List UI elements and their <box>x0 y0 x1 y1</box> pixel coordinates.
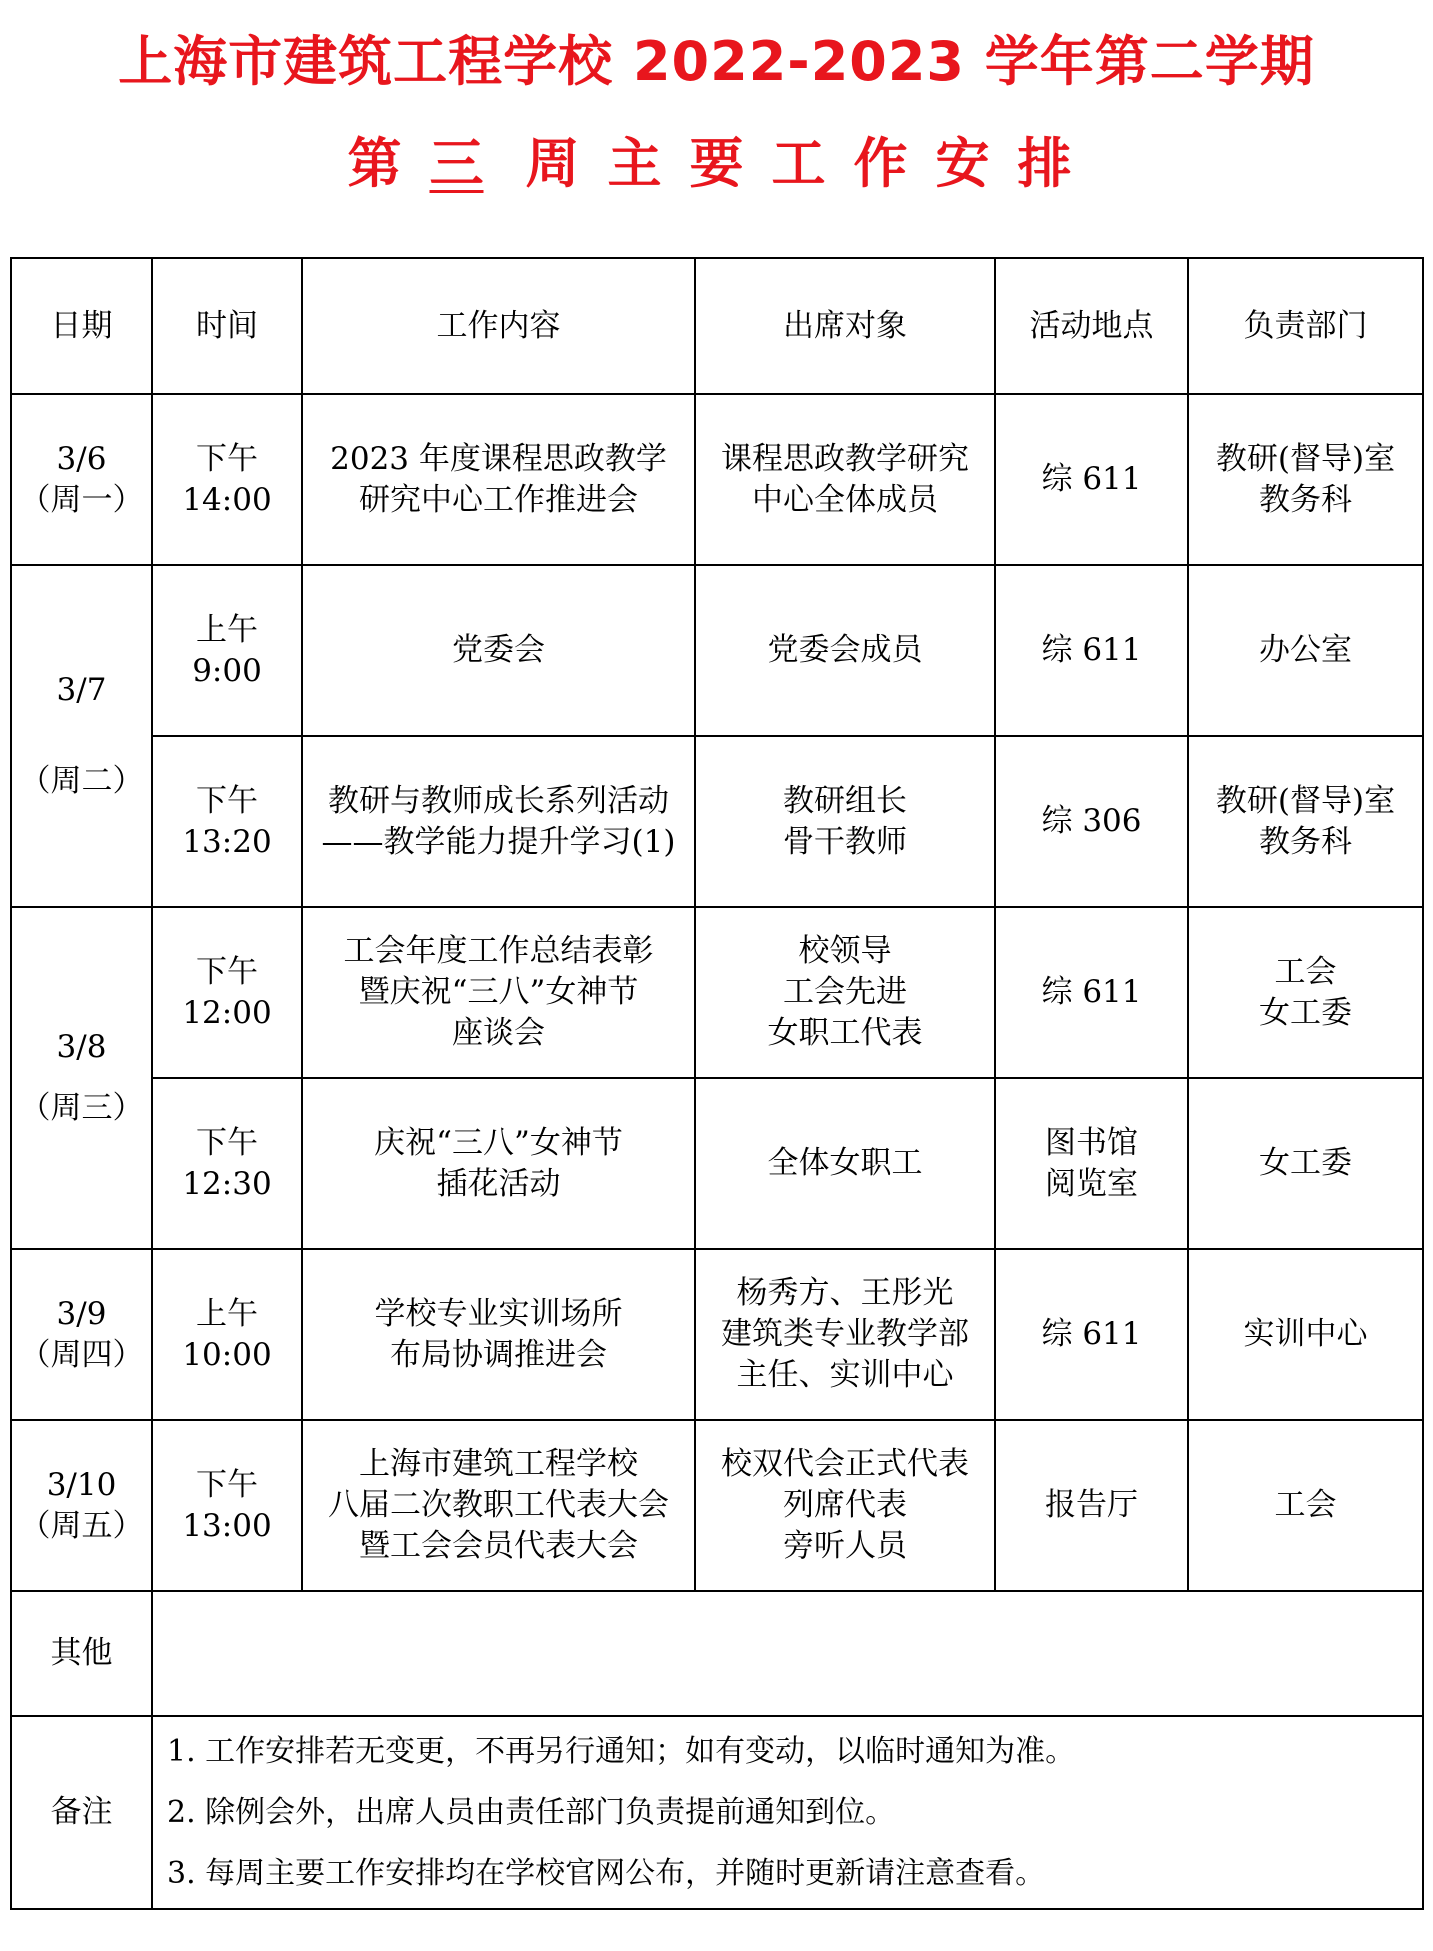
time-clock: 13:00 <box>182 1507 272 1544</box>
location-line: 图书馆 <box>1045 1124 1138 1161</box>
time-clock: 14:00 <box>182 481 272 518</box>
time-cell <box>152 907 302 1078</box>
time-period: 上午 <box>196 1295 258 1332</box>
remarks-label: 备注 <box>11 1716 152 1909</box>
weekday-text: （周五） <box>19 1507 144 1544</box>
header-content: 工作内容 <box>302 258 695 394</box>
other-value <box>152 1591 1423 1716</box>
time-period: 下午 <box>196 1466 258 1503</box>
content-cell <box>302 394 695 565</box>
remark-item: 2. 除例会外，出席人员由责任部门负责提前通知到位。 <box>167 1795 896 1830</box>
attendees-cell <box>695 1420 995 1591</box>
subtitle-word: 排 <box>1017 132 1072 195</box>
subtitle-word: 安 <box>935 132 990 195</box>
attendees-line: 杨秀方、王彤光 <box>736 1275 954 1311</box>
content-line: 庆祝“三八”女神节 <box>374 1124 623 1161</box>
content-cell: 党委会 <box>302 565 695 736</box>
time-clock: 12:30 <box>182 1165 272 1202</box>
table-row <box>11 1249 1423 1420</box>
table-row <box>11 1420 1423 1591</box>
date-cell <box>11 394 152 565</box>
time-clock: 12:00 <box>182 994 272 1031</box>
department-cell <box>1188 736 1423 907</box>
location-cell: 报告厅 <box>995 1420 1188 1591</box>
subtitle-word: 作 <box>853 132 908 195</box>
date-text: 3/6 <box>56 440 107 477</box>
content-cell <box>302 1249 695 1420</box>
other-label: 其他 <box>11 1591 152 1716</box>
department-cell: 办公室 <box>1188 565 1423 736</box>
subtitle-word: 主 <box>607 132 662 195</box>
attendees-line: 女职工代表 <box>767 1015 923 1051</box>
subtitle-prefix: 第 <box>347 132 402 195</box>
attendees-line: 主任、实训中心 <box>736 1357 954 1393</box>
header-date: 日期 <box>11 258 152 394</box>
time-period: 下午 <box>196 1124 258 1161</box>
attendees-line: 教研组长 <box>783 782 907 819</box>
header-department: 负责部门 <box>1188 258 1423 394</box>
weekday-text: （周一） <box>19 481 144 518</box>
department-cell <box>1188 394 1423 565</box>
attendees-cell <box>695 736 995 907</box>
content-line: 布局协调推进会 <box>390 1336 607 1373</box>
department-line: 教研(督导)室 <box>1215 782 1396 819</box>
content-cell <box>302 1420 695 1591</box>
header-attendees: 出席对象 <box>695 258 995 394</box>
subtitle-word: 工 <box>771 132 826 195</box>
location-cell <box>995 1078 1188 1249</box>
attendees-line: 旁听人员 <box>783 1528 907 1564</box>
remarks-list <box>152 1716 1423 1909</box>
attendees-cell <box>695 907 995 1078</box>
department-cell: 女工委 <box>1188 1078 1423 1249</box>
content-cell <box>302 1078 695 1249</box>
location-cell: 综 611 <box>995 907 1188 1078</box>
attendees-line: 列席代表 <box>783 1487 907 1523</box>
time-period: 下午 <box>196 953 258 990</box>
location-line: 阅览室 <box>1045 1165 1138 1202</box>
location-cell: 综 611 <box>995 565 1188 736</box>
department-line: 女工委 <box>1259 994 1352 1031</box>
subtitle-word: 周 <box>525 132 580 195</box>
attendees-line: 课程思政教学研究 <box>721 440 969 477</box>
date-cell <box>11 565 152 907</box>
page-title: 上海市建筑工程学校 2022-2023 学年第二学期 <box>118 30 1315 93</box>
date-cell <box>11 907 152 1249</box>
date-cell <box>11 1249 152 1420</box>
table-header-row <box>11 258 1423 394</box>
content-cell <box>302 736 695 907</box>
department-line: 教务科 <box>1259 481 1352 518</box>
content-line: ——教学能力提升学习(1) <box>321 823 676 860</box>
table-row <box>11 565 1423 736</box>
time-period: 下午 <box>196 440 258 477</box>
time-period: 上午 <box>196 611 258 648</box>
content-line: 上海市建筑工程学校 <box>359 1446 638 1482</box>
time-cell <box>152 1420 302 1591</box>
time-period: 下午 <box>196 782 258 819</box>
remarks-row <box>11 1716 1423 1909</box>
table-row <box>11 907 1423 1078</box>
attendees-cell <box>695 1249 995 1420</box>
content-line: 插花活动 <box>436 1165 561 1202</box>
date-text: 3/9 <box>56 1295 107 1332</box>
header-location: 活动地点 <box>995 258 1188 394</box>
weekday-text: （周三） <box>19 1090 144 1126</box>
content-line: 学校专业实训场所 <box>374 1295 623 1332</box>
table-row <box>11 1078 1423 1249</box>
attendees-line: 校领导 <box>798 933 892 969</box>
department-cell: 实训中心 <box>1188 1249 1423 1420</box>
attendees-cell: 全体女职工 <box>695 1078 995 1249</box>
time-cell <box>152 394 302 565</box>
time-cell <box>152 565 302 736</box>
attendees-cell <box>695 394 995 565</box>
department-line: 教务科 <box>1259 823 1352 860</box>
department-line: 教研(督导)室 <box>1215 440 1396 477</box>
time-clock: 9:00 <box>192 652 262 689</box>
content-line: 2023 年度课程思政教学 <box>330 440 667 477</box>
location-cell: 综 611 <box>995 394 1188 565</box>
date-text: 3/10 <box>46 1466 117 1503</box>
date-text: 3/8 <box>56 1029 107 1065</box>
date-cell <box>11 1420 152 1591</box>
department-cell: 工会 <box>1188 1420 1423 1591</box>
page-subtitle <box>0 124 1433 204</box>
attendees-line: 建筑类专业教学部 <box>721 1316 969 1352</box>
remark-item: 3. 每周主要工作安排均在学校官网公布，并随时更新请注意查看。 <box>167 1856 1046 1891</box>
content-line: 八届二次教职工代表大会 <box>328 1487 669 1523</box>
remark-item: 1. 工作安排若无变更，不再另行通知；如有变动，以临时通知为准。 <box>167 1734 1076 1769</box>
content-line: 暨工会会员代表大会 <box>359 1528 638 1564</box>
date-text: 3/7 <box>56 672 107 708</box>
time-cell <box>152 1078 302 1249</box>
time-cell <box>152 1249 302 1420</box>
time-clock: 13:20 <box>182 823 272 860</box>
other-row <box>11 1591 1423 1716</box>
time-cell <box>152 736 302 907</box>
content-cell <box>302 907 695 1078</box>
attendees-line: 工会先进 <box>783 974 907 1010</box>
table-row <box>11 394 1423 565</box>
content-line: 座谈会 <box>452 1015 545 1051</box>
department-cell <box>1188 907 1423 1078</box>
attendees-line: 校双代会正式代表 <box>721 1446 969 1482</box>
department-line: 工会 <box>1274 953 1337 990</box>
weekday-text: （周四） <box>19 1336 144 1373</box>
time-clock: 10:00 <box>182 1336 272 1373</box>
location-cell: 综 306 <box>995 736 1188 907</box>
header-time: 时间 <box>152 258 302 394</box>
content-line: 教研与教师成长系列活动 <box>328 782 669 819</box>
location-cell: 综 611 <box>995 1249 1188 1420</box>
table-row <box>11 736 1423 907</box>
weekday-text: （周二） <box>19 763 144 799</box>
attendees-line: 中心全体成员 <box>752 481 938 518</box>
content-line: 工会年度工作总结表彰 <box>343 933 654 969</box>
attendees-line: 骨干教师 <box>783 823 907 860</box>
schedule-table <box>10 257 1424 1910</box>
subtitle-word: 要 <box>689 132 744 195</box>
content-line: 研究中心工作推进会 <box>359 481 638 518</box>
content-line: 暨庆祝“三八”女神节 <box>358 974 639 1010</box>
week-number: 三 <box>429 132 484 195</box>
attendees-cell: 党委会成员 <box>695 565 995 736</box>
